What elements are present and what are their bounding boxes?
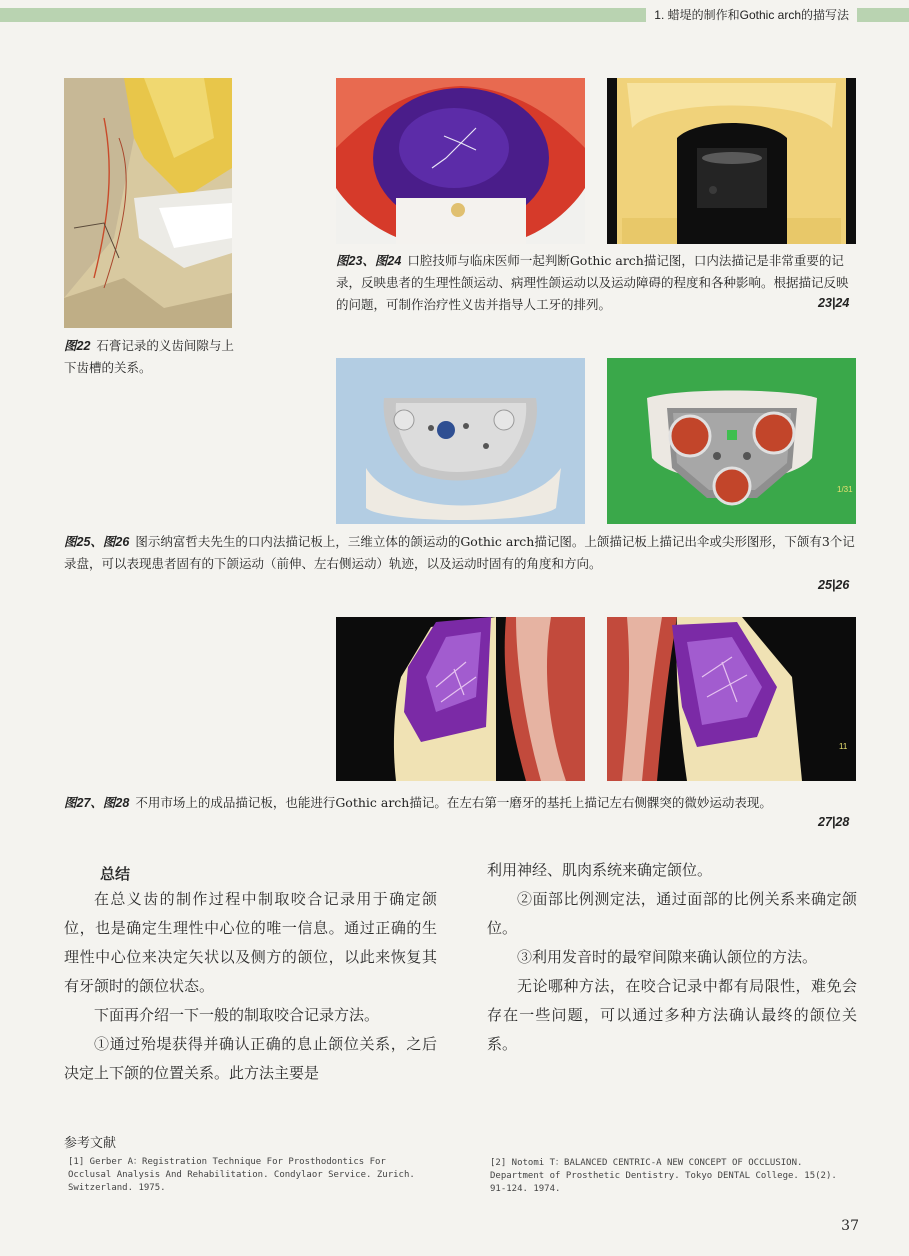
photo-mark: 11: [839, 742, 848, 751]
caption-label: 图23、图24: [336, 254, 402, 268]
photo-fig23-gothic-arch-tracing: [336, 78, 585, 244]
caption-fig22: [64, 335, 246, 379]
section-title: 1. 蜡堤的制作和Gothic arch的描写法: [646, 6, 857, 24]
summary-paragraph: ①通过殆堤获得并确认正确的息止颌位关系，之后决定上下颌的位置关系。此方法主要是: [64, 1035, 437, 1082]
summary-paragraph: ③利用发音时的最窄间隙来确认颌位的方法。: [517, 948, 818, 966]
caption-text: 不用市场上的成品描记板，也能进行Gothic arch描记。在左右第一磨牙的基托上描记左右侧髁突的微妙运动表现。: [135, 795, 772, 810]
photo-fig27-left-tracing: [336, 617, 585, 781]
caption-text: 石膏记录的义齿间隙与上下齿槽的关系。: [64, 338, 234, 375]
header-band-tail: [857, 8, 909, 22]
reference-2: [2] Notomi T：BALANCED CENTRIC-A NEW CONCEPT OF OCCLUSION. Department of Prosthetic Dentistry. Tokyo DENTAL College. 15(2). 91-124. 1974.: [490, 1158, 837, 1194]
caption-label: 图22: [64, 339, 91, 353]
summary-right-column: [487, 856, 857, 1059]
figure-number-25-26: 25|26: [818, 578, 850, 592]
summary-heading: 总结: [100, 865, 131, 883]
summary-paragraph: 利用神经、肌肉系统来确定颌位。: [487, 861, 713, 879]
photo-fig26-lower-recording-discs: [607, 358, 856, 524]
caption-text: 口腔技师与临床医师一起判断Gothic arch描记图，口内法描记是非常重要的记录，反映患者的生理性颌运动、病理性颌运动以及运动障碍的程度和各种影响。根据描记反映的问题，可制作治疗性义齿并指导人工牙的排列。: [336, 253, 849, 312]
summary-paragraph: 无论哪种方法，在咬合记录中都有局限性，难免会存在一些问题，可以通过多种方法确认最终的颌位关系。: [487, 977, 857, 1053]
figure-number-27-28: 27|28: [818, 815, 850, 829]
caption-fig23-24: [336, 250, 856, 316]
reference-1: [1] Gerber A：Registration Technique For Prosthodontics For Occlusal Analysis And Rehabilitation. Condylaor Service. Zurich. Switzerland. 1975.: [68, 1157, 415, 1193]
summary-paragraph: 下面再介绍一下一般的制取咬合记录方法。: [94, 1006, 380, 1024]
photo-fig22-plaster-record: [64, 78, 232, 328]
caption-text: 图示纳富哲夫先生的口内法描记板上，三维立体的颌运动的Gothic arch描记图。上颌描记板上描记出伞或尖形图形，下颌有3个记录盘，可以表现患者固有的下颌运动（前伸、左右侧运动）轨迹，以及运动时固有的角度和方向。: [64, 534, 855, 571]
caption-label: 图27、图28: [64, 796, 130, 810]
references-heading: 参考文献: [64, 1136, 117, 1151]
page-number: 37: [841, 1218, 859, 1234]
photo-mark: 1/31: [837, 485, 853, 494]
photo-fig28-right-tracing: [607, 617, 856, 781]
caption-fig27-28: [64, 792, 856, 814]
photo-fig25-tracing-plate: [336, 358, 585, 524]
summary-paragraph: 在总义齿的制作过程中制取咬合记录用于确定颌位，也是确定生理性中心位的唯一信息。通过正确的生理性中心位来决定矢状以及侧方的颌位，以此来恢复其有牙颌时的颌位状态。: [64, 890, 437, 995]
figure-number-23-24: 23|24: [818, 296, 850, 310]
summary-paragraph: ②面部比例测定法，通过面部的比例关系来确定颌位。: [487, 890, 857, 937]
summary-left-column: [64, 885, 437, 1088]
caption-fig25-26: [64, 531, 856, 575]
photo-fig24-wax-rim: [607, 78, 856, 244]
caption-label: 图25、图26: [64, 535, 130, 549]
